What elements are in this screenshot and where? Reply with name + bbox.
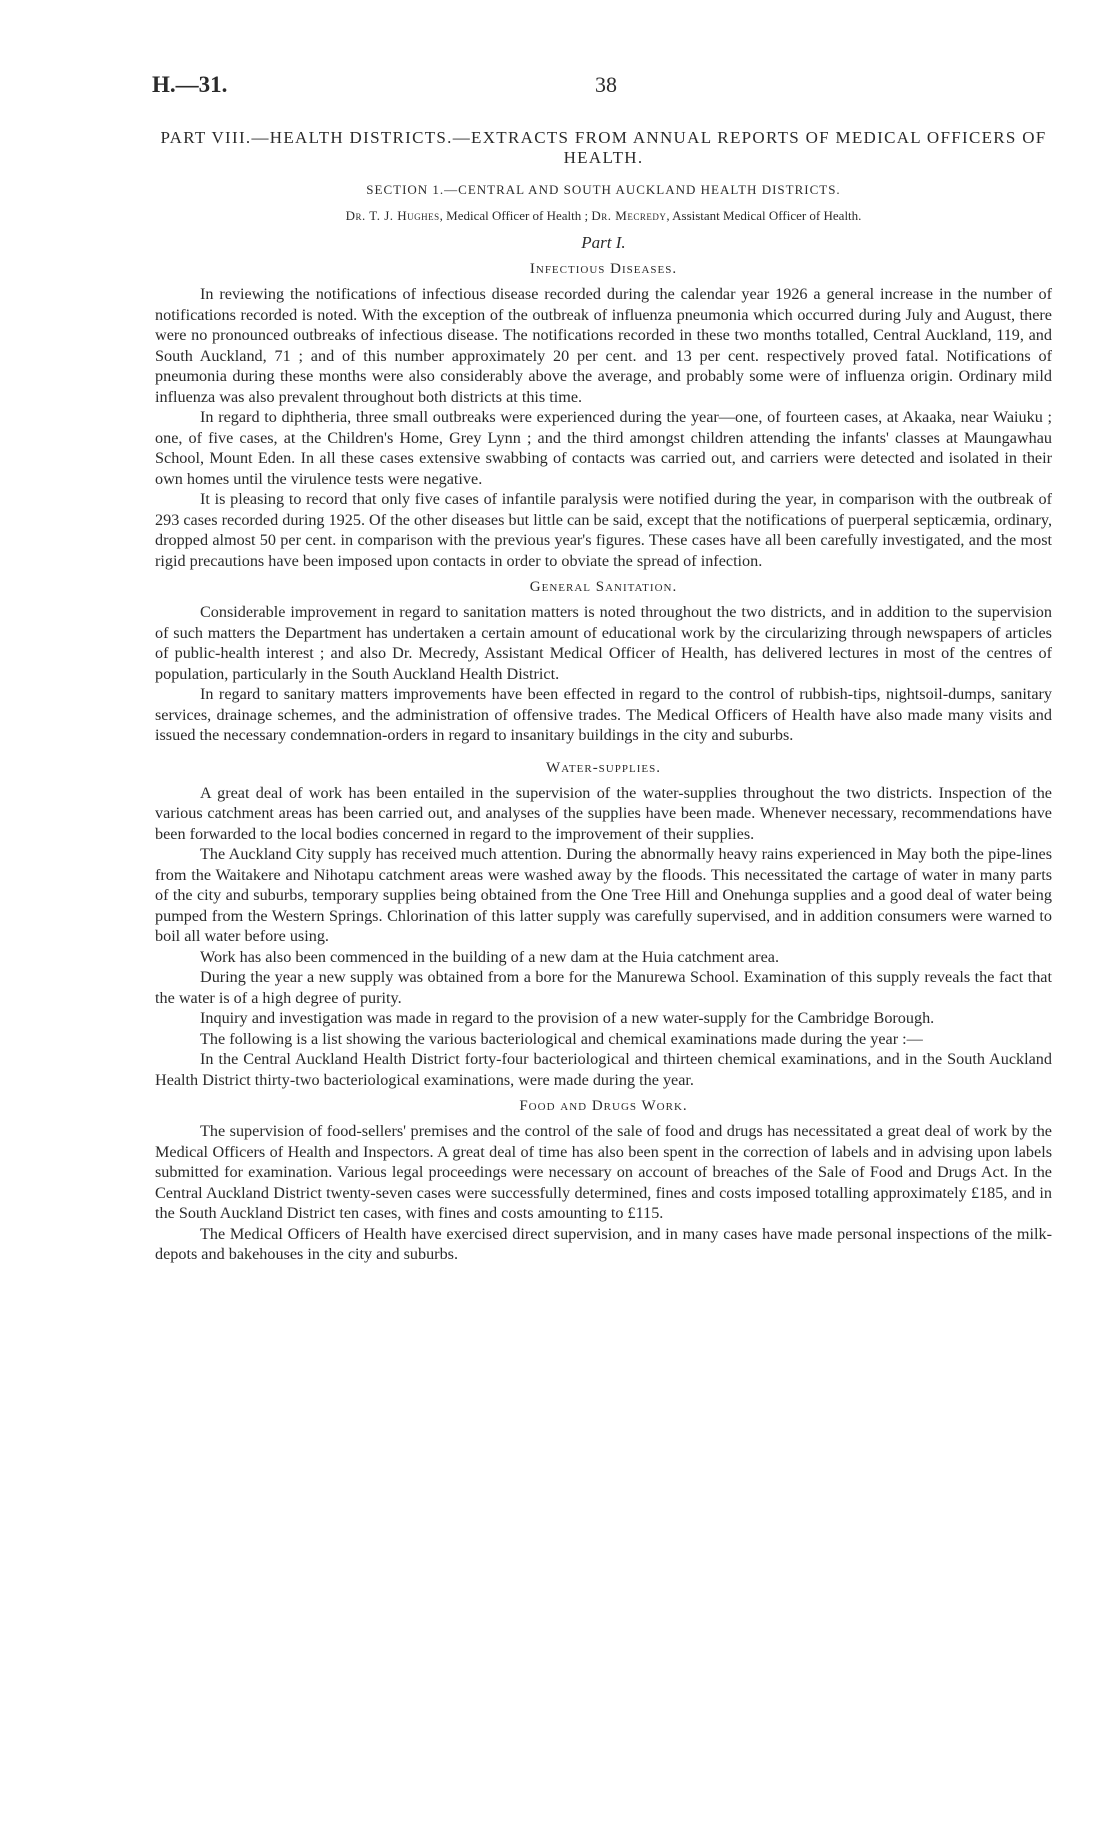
section-heading: Water-supplies. <box>546 759 661 776</box>
paragraph: During the year a new supply was obtained from a bore for the Manurewa School. Examination of this supply reveals the fact that the water is of a high degree of purity. <box>155 968 1052 1007</box>
officer-role-1: , Medical Officer of Health ; <box>439 208 592 223</box>
paragraph: It is pleasing to record that only five cases of infantile paralysis were notified during the year, in comparison with the outbreak of 293 cases recorded during 1925. Of the other diseases but little can be said, except that the notifications of puerperal septicæmia, ordinary, dropped almost 50 per cent. in comparison with the previous year's figures. These cases have all been carefully investigated, and the most rigid precautions have been imposed upon contacts in order to obviate the spread of infection. <box>155 490 1052 570</box>
spacer <box>155 746 1052 752</box>
paragraph: The Auckland City supply has received much attention. During the abnormally heavy rains experienced in May both the pipe-lines from the Waitakere and Nihotapu catchment areas were washed away by the floods. This necessitated the cartage of water in many parts of the city and suburbs, temporary supplies being obtained from the One Tree Hill and Onehunga supplies and a good deal of water being pumped from the Western Springs. Chlorination of this latter supply was carefully supervised, and in addition consumers were warned to boil all water before using. <box>155 845 1052 945</box>
officer-name-2: Dr. Mecredy <box>591 208 667 223</box>
paragraph: In the Central Auckland Health District forty-four bacteriological and thirteen chemical examinations, and in the South Auckland Health District thirty-two bacteriological examinations, were made during the year. <box>155 1050 1052 1089</box>
section-water-supplies <box>155 760 1052 1091</box>
section-title: SECTION 1.—CENTRAL AND SOUTH AUCKLAND HEALTH DISTRICTS. <box>366 182 841 197</box>
paragraph: In regard to diphtheria, three small outbreaks were experienced during the year—one, of fourteen cases, at Akaaka, near Waiuku ; one, of five cases, at the Children's Home, Grey Lynn ; and the third amongst children attending the infants' classes at Maungawhau School, Mount Eden. In all these cases extensive swabbing of contacts was carried out, and carriers were detected and isolated in their own homes until the virulence tests were negative. <box>155 408 1052 488</box>
section-infectious-diseases <box>155 261 1052 571</box>
section-heading: General Sanitation. <box>529 579 678 595</box>
paragraph: The Medical Officers of Health have exercised direct supervision, and in many cases have made personal inspections of the milk-depots and bakehouses in the city and suburbs. <box>155 1224 1052 1263</box>
section-heading: Food and Drugs Work. <box>519 1098 688 1114</box>
paragraph: The following is a list showing the various bacteriological and chemical examinations made during the year :— <box>200 1029 923 1048</box>
subpart-title: Part I. <box>581 233 626 252</box>
page-reference: H.—31. <box>152 72 228 97</box>
officer-name-1: Dr. T. J. Hughes <box>345 208 440 223</box>
section-general-sanitation <box>155 579 1052 746</box>
officer-role-2: , Assistant Medical Officer of Health. <box>666 208 862 223</box>
part-title: PART VIII.—HEALTH DISTRICTS.—EXTRACTS FROM ANNUAL REPORTS OF MEDICAL OFFICERS OF HEALTH. <box>160 128 1047 167</box>
page-number: 38 <box>595 72 617 97</box>
paragraph: In reviewing the notifications of infectious disease recorded during the calendar year 1926 a general increase in the number of notifications recorded is noted. With the exception of the outbreak of influenza pneumonia which occurred during July and August, there were no pronounced outbreaks of infectious disease. The notifications recorded in these two months totalled, Central Auckland, 119, and South Auckland, 71 ; and of this number approximately 20 per cent. and 13 per cent. respectively proved fatal. Notifications of pneumonia during these months were also considerably above the average, and probably some were of influenza origin. Ordinary mild influenza was also prevalent throughout both districts at this time. <box>155 285 1052 406</box>
officers-line <box>155 208 1052 224</box>
paragraph: In regard to sanitary matters improvements have been effected in regard to the control of rubbish-tips, nightsoil-dumps, sanitary services, drainage schemes, and the administration of offensive trades. The Medical Officers of Health have also made many visits and issued the necessary condemnation-orders in regard to insanitary buildings in the city and suburbs. <box>155 685 1052 744</box>
paragraph: The supervision of food-sellers' premises and the control of the sale of food and drugs has necessitated a great deal of work by the Medical Officers of Health and Inspectors. A great deal of time has also been spent in the correction of labels and in advising upon labels submitted for examination. Various legal proceedings were necessary on account of breaches of the Sale of Food and Drugs Act. In the Central Auckland District twenty-seven cases were successfully determined, fines and costs imposed totalling approximately £185, and in the South Auckland District ten cases, with fines and costs amounting to £115. <box>155 1122 1052 1222</box>
paragraph: Inquiry and investigation was made in regard to the provision of a new water-supply for the Cambridge Borough. <box>200 1009 935 1027</box>
paragraph: Considerable improvement in regard to sanitation matters is noted throughout the two districts, and in addition to the supervision of such matters the Department has undertaken a certain amount of educational work by the circularizing through newspapers of articles of public-health interest ; and also Dr. Mecredy, Assistant Medical Officer of Health, has delivered lectures in most of the centres of population, particularly in the South Auckland Health District. <box>155 603 1052 683</box>
section-food-and-drugs <box>155 1098 1052 1265</box>
paragraph: A great deal of work has been entailed in the supervision of the water-supplies throughout the two districts. Inspection of the various catchment areas has been carried out, and analyses of the supplies have been made. Whenever necessary, recommendations have been forwarded to the local bodies concerned in regard to the improvement of their supplies. <box>155 783 1052 843</box>
section-heading: Infectious Diseases. <box>529 261 678 277</box>
paragraph: Work has also been commenced in the building of a new dam at the Huia catchment area. <box>200 947 779 966</box>
